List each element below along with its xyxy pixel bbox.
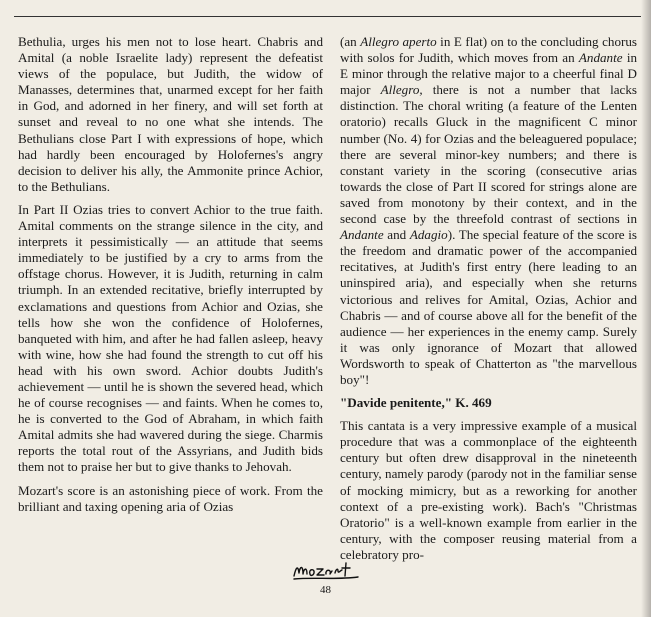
italic-tempo: Allegro, [380, 82, 423, 98]
text-run: there is not a number that lacks distinction. The choral writing (a feature of the Lenten oratorio) recalls Gluck in the magnificent C minor number (No. 4) for Ozias and the beleaguered populace; there are several minor-key numbers; and there is constant variety in the scoring (consecutive arias towards the close of Part II scored for strings alone are saved from monotony by their context, and in the second case by the threefold contrast of sections in [340, 82, 637, 227]
left-paragraph-2: In Part II Ozias tries to convert Achior to the true faith. Amital comments on the strange silence in the city, and interprets it pessimistically — an attitude that seems immediately to be justified by a cry to arms from the offstage chorus. However, it is Judith, returning in calm triumph. In an extended recitative, briefly interrupted by exclamations and questions from Achior and Ozias, she tells how she won the confidence of Holofernes, banqueted with him, and after he had fallen asleep, heavy with wine, how she had found the strength to cut off his head with his own sword. Achior doubts Judith's achievement — until he is shown the severed head, which he of course recognises — and faints. When he comes to, he is converted to the God of Abraham, in which faith Amital admits she had wavered during the siege. Charmis reports the total rout of the Assyrians, and Judith bids them not to praise her but to give thanks to Jehovah. [18, 201, 323, 475]
italic-tempo: Adagio [409, 227, 448, 243]
italic-tempo: Andante [578, 50, 623, 66]
right-paragraph-2: This cantata is a very impressive example of a musical procedure that was a commonplace of the eighteenth century but often drew disapproval in the nineteenth century, namely parody (parody not in the familiar sense of mocking mimicry, but as a reworking for another context of a pre-existing work). Bach's "Christmas Oratorio" is a well-known example from earlier in the century, with the composer reusing material from a celebratory pro- [340, 418, 637, 562]
right-column [340, 34, 637, 570]
mozart-signature-logo [290, 559, 362, 581]
left-column [18, 34, 323, 522]
text-run: ). The special feature of the score is the freedom and dramatic power of the accompanied recitatives, at Judith's first entry (here leading to an uninspired aria), and especially when she returns victorious and relives for Amital, Ozias, Achior and Chabris — and of course above all for the benefit of the audience — her experiences in the enemy camp. Surely it was only ignorance of Mozart that allowed Wordsworth to speak of Chatterton as "the marvellous boy"! [340, 227, 638, 387]
page-number: 48 [320, 584, 331, 596]
left-paragraph-1: Bethulia, urges his men not to lose heart. Chabris and Amital (a noble Israelite lady) represent the defeatist views of the populace, but Judith, the widow of Manasses, determines that, unarmed except for her faith in God, and adorned in her finery, and will set forth at sunset and reveal to no one what she intends. The Bethulians close Part I with expressions of hope, which had hardly been encouraged by Holofernes's angry decision to deliver his ally, the Ammonite prince Achior, to the Bethulians. [18, 34, 323, 194]
section-heading: "Davide penitente," K. 469 [340, 395, 492, 411]
left-paragraph-3: Mozart's score is an astonishing piece of work. From the brilliant and taxing opening aria of Ozias [18, 482, 323, 514]
italic-tempo: Allegro aperto [360, 34, 437, 49]
italic-tempo: Andante [340, 227, 384, 243]
text-run: in E flat) on to the concluding chorus with solos for Judith, which moves from an [340, 34, 637, 66]
page-edge-shadow [641, 0, 651, 617]
text-run: in E minor through the relative major to a cheerful final D major [340, 50, 637, 98]
text-run: and [383, 227, 410, 243]
text-run: (an [340, 34, 361, 49]
right-paragraph-1 [340, 34, 637, 388]
top-rule [14, 16, 641, 17]
